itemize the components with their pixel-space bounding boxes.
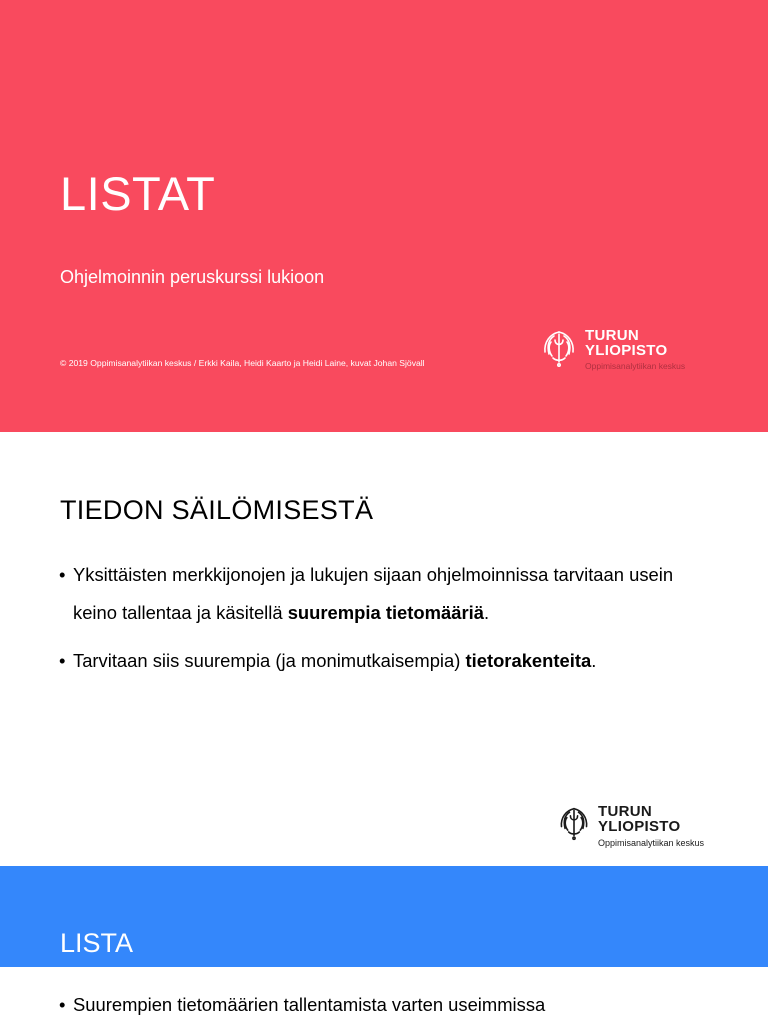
bullet-text: Tarvitaan siis suurempia (ja monimutkaisempia)	[73, 650, 466, 671]
bullet-marker: •	[59, 564, 66, 585]
bullet-item	[59, 556, 719, 632]
bullet-list	[59, 988, 545, 1022]
lista-slide	[0, 866, 768, 1024]
bullet-bold-text: tietorakenteita	[465, 650, 592, 671]
logo-line-3: Oppimisanalytiikan keskus	[598, 838, 705, 848]
university-logo	[540, 328, 685, 372]
title-slide	[0, 0, 768, 432]
bullet-bold-text: suurempia tietomääriä	[287, 602, 484, 623]
slide-heading: TIEDON SÄILÖMISESTÄ	[60, 495, 374, 525]
slide-heading: LISTA	[60, 928, 134, 958]
bullet-text: Yksittäisten merkkijonojen ja lukujen sijaan ohjelmoinnissa tarvitaan usein keino tallentaa ja käsitellä	[73, 564, 674, 623]
bullet-list	[59, 556, 719, 690]
copyright-text: © 2019 Oppimisanalytiikan keskus / Erkki Kaila, Heidi Kaarto ja Heidi Laine, kuvat Johan Sjövall	[60, 358, 425, 368]
content-slide	[0, 432, 768, 866]
slide-title: LISTAT	[60, 167, 216, 220]
bullet-item	[59, 642, 719, 680]
bullet-text-end: .	[483, 602, 490, 623]
slide-subtitle: Ohjelmoinnin peruskurssi lukioon	[60, 267, 325, 287]
university-logo	[557, 804, 704, 849]
bullet-text-end: .	[591, 650, 597, 671]
logo-line-2: YLIOPISTO	[598, 818, 681, 835]
bullet-marker: •	[59, 994, 66, 1015]
logo-line-1: TURUN	[598, 803, 652, 820]
bullet-text: Suurempien tietomäärien tallentamista varten useimmissa	[73, 994, 546, 1015]
logo-line-3: Oppimisanalytiikan keskus	[585, 361, 686, 371]
logo-line-2: YLIOPISTO	[585, 342, 668, 359]
bullet-marker: •	[59, 650, 66, 671]
university-emblem-icon	[540, 328, 578, 368]
logo-line-1: TURUN	[585, 327, 639, 344]
university-emblem-icon	[557, 804, 591, 842]
bullet-item	[59, 988, 545, 1022]
